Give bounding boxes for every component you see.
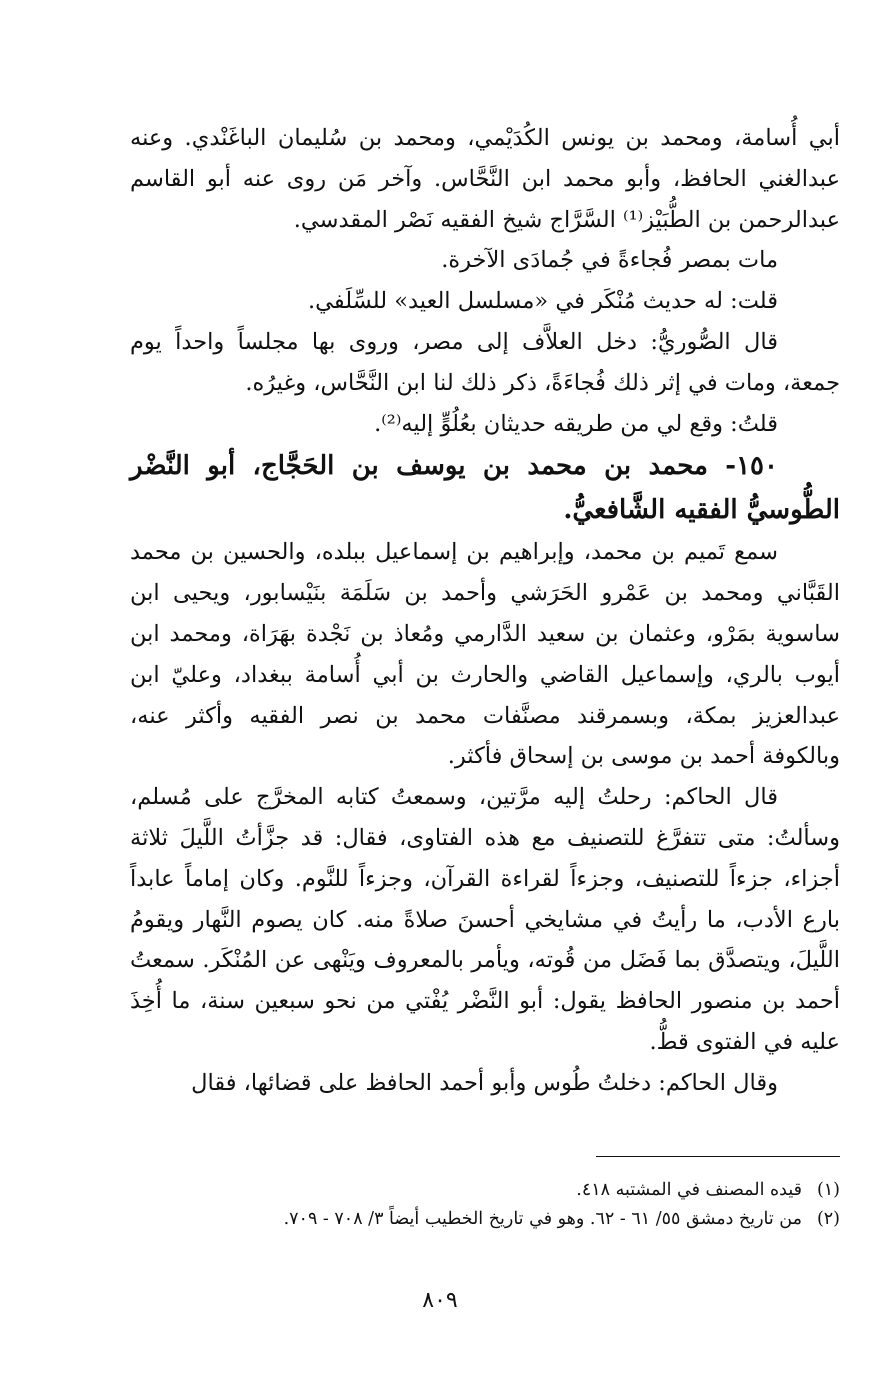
footnotes — [140, 1176, 840, 1234]
paragraph-death: مات بمصر فُجاءةً في جُمادَى الآخرة. — [441, 247, 778, 274]
footnote-text: قيده المصنف في المشتبه ٤١٨. — [576, 1180, 802, 1200]
footnote-number: (٢) — [816, 1209, 840, 1229]
paragraph-tus: وقال الحاكم: دخلتُ طُوس وأبو أحمد الحافظ على قضائها، فقال — [191, 1069, 778, 1096]
paragraph-hakim: قال الحاكم: رحلتُ إليه مرَّتين، وسمعتُ كتابه المخرَّج على مُسلم، وسألتُ: متى تتفرَّغ للتصنيف مع هذه الفتاوى، فقال: قد جزَّأتُ اللَّيلَ ثلاثة أجزاء، جزءاً للتصنيف، وجزءاً لقراءة القرآن، وجزءاً للنَّوم. وكان إماماً عابداً بارع الأدب، ما رأيتُ في مشايخي أحسنَ صلاةً منه. كان يصوم النَّهار ويقومُ اللَّيلَ، ويتصدَّق بما فَضَل من قُوته، ويأمر بالمعروف ويَنْهى عن المُنْكَر. سمعتُ أحمد بن منصور الحافظ يقول: أبو النَّضْر يُفْتي من نحو سبعين سنة، ما أُخِذَ عليه في الفتوى قطُّ. — [130, 784, 840, 1055]
main-text — [130, 118, 840, 1104]
paragraph-note-munkar: قلت: له حديث مُنْكَر في «مسلسل العيد» للسِّلَفي. — [307, 288, 778, 315]
paragraph-note-hadith: قلتُ: وقع لي من طريقه حديثان بعُلُوٍّ إليه⁽²⁾. — [374, 410, 778, 437]
footnote-number: (١) — [816, 1180, 840, 1200]
paragraph-teachers: سمع تَميم بن محمد، وإبراهيم بن إسماعيل ببلده، والحسين بن محمد القَبَّاني ومحمد بن عَمْرو الحَرَشي وأحمد بن سَلَمَة بنَيْسابور، ويحيى ابن ساسوية بمَرْو، وعثمان بن سعيد الدَّارمي ومُعاذ بن نَجْدة بهَرَاة، ومحمد ابن أيوب بالري، وإسماعيل القاضي والحارث بن أبي أُسامة ببغداد، وعليّ ابن عبدالعزيز بمكة، وبسمرقند مصنَّفات محمد بن نصر الفقيه وأكثر عنه، وبالكوفة أحمد بن موسى بن إسحاق فأكثر. — [130, 539, 840, 770]
footnote-1 — [140, 1176, 840, 1205]
paragraph-suri: قال الصُّوريُّ: دخل العلاَّف إلى مصر، وروى بها مجلساً واحداً يوم جمعة، ومات في إثر ذلك فُجاءَةً، ذكر ذلك لنا ابن النَّحَّاس، وغيرُه. — [130, 328, 840, 396]
footnote-divider — [596, 1156, 840, 1157]
footnote-text: من تاريخ دمشق ٥٥/ ٦١ - ٦٢. وهو في تاريخ الخطيب أيضاً ٣/ ٧٠٨ - ٧٠٩. — [283, 1209, 802, 1229]
paragraph-continuation: أبي أُسامة، ومحمد بن يونس الكُدَيْمي، ومحمد بن سُليمان الباغَنْدي. وعنه عبدالغني الحافظ، وأبو محمد ابن النَّحَّاس. وآخر مَن روى عنه أبو القاسم عبدالرحمن بن الطُّبَيْز⁽¹⁾ السَّرَّاج شيخ الفقيه نَصْر المقدسي. — [130, 125, 840, 233]
footnote-2 — [140, 1205, 840, 1234]
entry-heading: ١٥٠- محمد بن محمد بن يوسف بن الحَجَّاج، أبو النَّضْر الطُّوسيُّ الفقيه الشَّافعيُّ. — [130, 451, 840, 526]
page-number: ٨٠٩ — [422, 1288, 458, 1313]
